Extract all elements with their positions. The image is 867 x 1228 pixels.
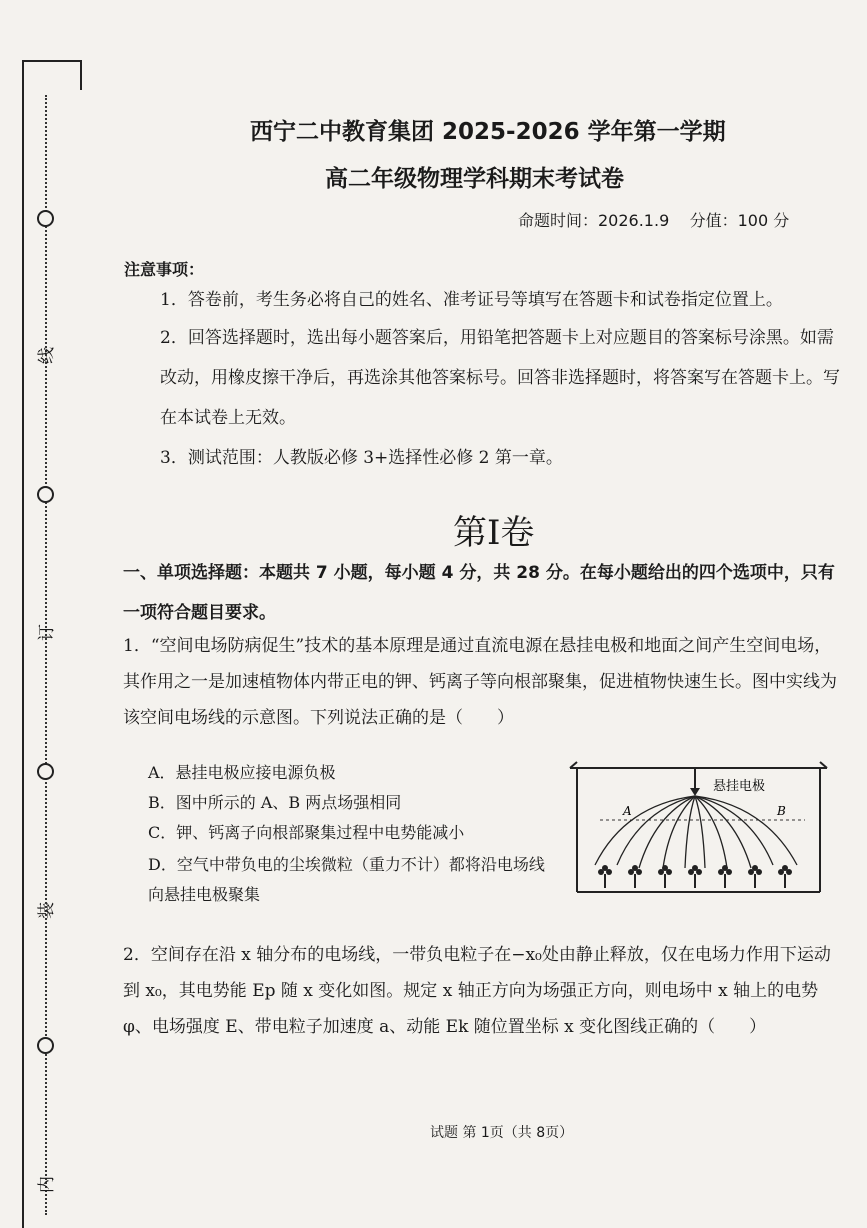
exam-score: 分值：100 分 [689,211,790,230]
point-a-label: A [623,804,632,818]
notice-item-2: 2．回答选择题时，选出每小题答案后，用铅笔把答题卡上对应题目的答案标号涂黑。如需改动，用橡皮擦干净后，再选涂其他答案标号。回答非选择题时，将答案写在答题卡上。写在本试卷上无效。 [160,328,840,428]
page-footer: 试题 第 1页（共 8页） [430,1125,574,1141]
section-heading: 一、单项选择题：本题共 7 小题，每小题 4 分，共 28 分。在每小题给出的四个选项中，只有一项符合题目要求。 [123,563,835,623]
volume-title: 第I卷 [453,513,535,553]
binding-margin [0,0,95,1228]
binding-char-nei: 内 [37,1176,57,1193]
question-2-stem: 2．空间存在沿 x 轴分布的电场线，一带负电粒子在−x₀处由静止释放，仅在电场力作用下运动到 x₀，其电势能 Ep 随 x 变化如图。规定 x 轴正方向为场强正方向，则电场中 x 轴上的电势φ、电场强度 E、带电粒子加速度 a、动能 Ek 随位置坐标 x 变化图线正确的（ ） [123,945,831,1037]
binding-char-zhuang: 装 [37,902,57,919]
exam-time: 命题时间：2026.1.9 [518,211,670,230]
binding-char-ding: 订 [37,624,57,641]
electrode-tip [690,788,700,796]
exam-meta [518,208,789,231]
question-1-option-d: D．空气中带负电的尘埃微粒（重力不计）都将沿电场线向悬挂电极聚集 [148,855,545,904]
question-1-stem: 1．“空间电场防病促生”技术的基本原理是通过直流电源在悬挂电极和地面之间产生空间电场，其作用之一是加速植物体内带正电的钾、钙离子等向根部聚集，促进植物快速生长。图中实线为该空间电场线的示意图。下列说法正确的是（ ） [123,636,837,728]
binding-bracket-edge [80,60,82,90]
electrode-label: 悬挂电极 [713,779,766,794]
notice-heading: 注意事项： [124,260,205,279]
binding-bracket [22,60,80,62]
binding-char-xian: 线 [37,347,57,364]
question-1-option-a: A．悬挂电极应接电源负极 [148,763,336,782]
binding-hole [37,763,54,780]
exam-title-line2: 高二年级物理学科期末考试卷 [325,166,624,192]
binding-hole [37,210,54,227]
notice-item-1: 1．答卷前，考生务必将自己的姓名、准考证号等填写在答题卡和试卷指定位置上。 [160,290,783,310]
question-1-option-c: C．钾、钙离子向根部聚集过程中电势能减小 [148,823,465,842]
notice-item-3: 3．测试范围：人教版必修 3+选择性必修 2 第一章。 [160,448,563,468]
exam-title-line1: 西宁二中教育集团 2025-2026 学年第一学期 [250,119,726,145]
binding-outer-line [22,60,24,1228]
point-b-label: B [777,804,786,818]
binding-hole [37,1037,54,1054]
binding-hole [37,486,54,503]
plants [598,865,792,888]
question-1-option-b: B．图中所示的 A、B 两点场强相同 [148,793,402,812]
electric-field-figure [565,760,835,900]
